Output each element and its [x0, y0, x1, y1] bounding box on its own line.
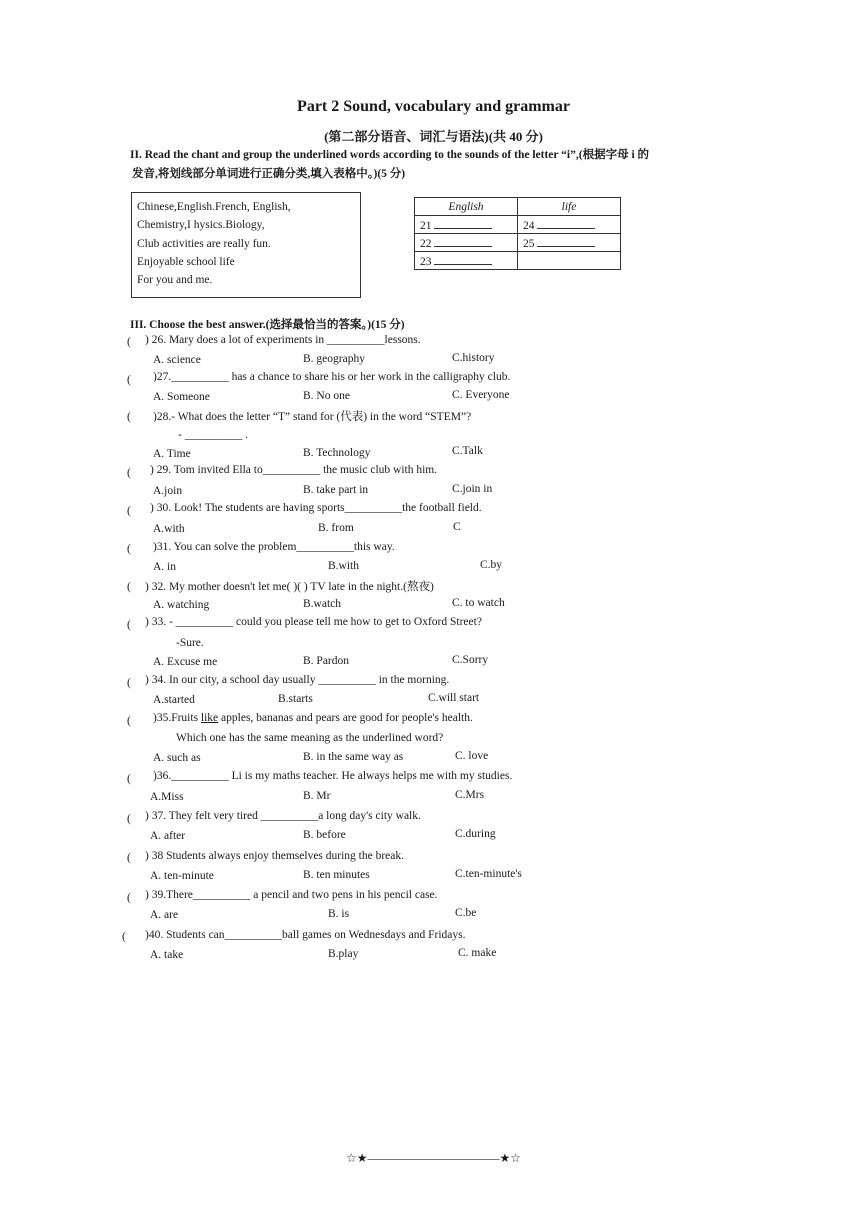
cell-number: 24 [523, 219, 535, 232]
chant-line: Chinese,English.French, English, [137, 201, 291, 213]
answer-cell[interactable] [415, 252, 518, 270]
question-text: ) 29. Tom invited Ella to__________ the music club with him. [150, 464, 438, 476]
option-a: A.started [153, 694, 195, 706]
question-text-post: apples, bananas and pears are good for people's health. [218, 712, 473, 724]
option-c: C. to watch [452, 597, 505, 609]
option-a: A. after [150, 830, 186, 842]
question-text: ) 39.There__________ a pencil and two pens in his pencil case. [145, 889, 438, 901]
option-b: B. ten minutes [303, 869, 370, 881]
answer-paren[interactable]: ( [127, 715, 131, 727]
answer-paren[interactable]: ( [127, 773, 131, 785]
chant-line: Enjoyable school life [137, 256, 235, 268]
option-a: A. take [150, 949, 184, 961]
chant-line: For you and me. [137, 274, 213, 286]
question-text: ) 37. They felt very tired __________a long day's city walk. [145, 810, 421, 822]
option-b: B.play [328, 948, 359, 960]
answer-paren[interactable]: ( [127, 619, 131, 631]
option-c: C.be [455, 907, 477, 919]
question-extra: Which one has the same meaning as the underlined word? [176, 732, 444, 744]
chant-line: Chemistry,I hysics.Biology, [137, 219, 265, 231]
option-c: C.history [452, 352, 495, 364]
question-text: ) 33. - __________ could you please tell me how to get to Oxford Street? [145, 616, 482, 628]
option-c: C.during [455, 828, 496, 840]
option-b: B. in the same way as [303, 751, 404, 763]
option-a: A.Miss [150, 791, 184, 803]
sound-group-table [414, 197, 621, 270]
option-b: B. before [303, 829, 346, 841]
question-text: )27.__________ has a chance to share his or her work in the calligraphy club. [153, 371, 511, 383]
option-b: B.starts [278, 693, 313, 705]
option-c: C.will start [428, 692, 480, 704]
option-c: C. love [455, 750, 489, 762]
answer-paren[interactable]: ( [127, 677, 131, 689]
answer-blank[interactable] [434, 218, 492, 229]
option-b: B.watch [303, 598, 342, 610]
question-text: ) 26. Mary does a lot of experiments in __________lessons. [145, 334, 421, 346]
table-header-english: English [415, 198, 518, 216]
option-a: A. watching [153, 599, 210, 611]
option-b: B. Pardon [303, 655, 349, 667]
question-extra: - __________ . [178, 429, 248, 441]
question-text: ) 38 Students always enjoy themselves during the break. [145, 850, 405, 862]
option-b: B.with [328, 560, 359, 572]
option-a: A. are [150, 909, 179, 921]
page-subtitle: (第二部分语音、词汇与语法)(共 40 分) [324, 129, 543, 144]
option-a: A. such as [153, 752, 201, 764]
answer-blank[interactable] [434, 254, 492, 265]
option-c: C. Everyone [452, 389, 510, 401]
option-b: B. Technology [303, 447, 371, 459]
page-title: Part 2 Sound, vocabulary and grammar [297, 98, 570, 115]
option-b: B. take part in [303, 484, 369, 496]
section2-instruction-line1: II. Read the chant and group the underlined words according to the sounds of the letter “i”,(根据字母 i 的 [130, 149, 650, 161]
option-a: A. ten-minute [150, 870, 214, 882]
section3-instruction: III. Choose the best answer.(选择最恰当的答案。)(15 分) [130, 319, 405, 331]
option-a: A. science [153, 354, 201, 366]
option-c: C [453, 521, 461, 533]
option-b: B. from [318, 522, 354, 534]
answer-paren[interactable]: ( [127, 374, 131, 386]
section2-instruction-line2: 发音,将划线部分单词进行正确分类,填入表格中。)(5 分) [132, 168, 406, 180]
question-text [153, 712, 473, 724]
option-a: A.join [153, 485, 183, 497]
question-extra: -Sure. [176, 637, 204, 649]
answer-cell[interactable] [518, 216, 621, 234]
option-b: B. No one [303, 390, 350, 402]
option-c: C. make [458, 947, 497, 959]
option-b: B. Mr [303, 790, 331, 802]
cell-number: 22 [420, 237, 432, 250]
option-b: B. is [328, 908, 350, 920]
answer-paren[interactable]: ( [127, 892, 131, 904]
answer-paren[interactable]: ( [127, 852, 131, 864]
cell-number: 21 [420, 219, 432, 232]
option-c: C.ten-minute's [455, 868, 522, 880]
answer-paren[interactable]: ( [127, 581, 131, 593]
option-c: C.Talk [452, 445, 483, 457]
footer-decoration: ☆★———————————★☆ [345, 1151, 522, 1165]
question-text: ) 30. Look! The students are having sports__________the football field. [150, 502, 482, 514]
answer-cell[interactable] [415, 234, 518, 252]
option-a: A. in [153, 561, 176, 573]
chant-line: Club activities are really fun. [137, 238, 271, 250]
option-c: C.Mrs [455, 789, 485, 801]
option-a: A. Someone [153, 391, 210, 403]
question-text: ) 34. In our city, a school day usually __________ in the morning. [145, 674, 450, 686]
option-b: B. geography [303, 353, 365, 365]
question-text: )28.- What does the letter “T” stand for (代表) in the word “STEM”? [153, 411, 472, 423]
answer-blank[interactable] [537, 218, 595, 229]
option-c: C.join in [452, 483, 493, 495]
cell-number: 23 [420, 255, 432, 268]
question-text: )36.__________ Li is my maths teacher. He always helps me with my studies. [153, 770, 513, 782]
answer-paren[interactable]: ( [122, 931, 126, 943]
question-text: )31. You can solve the problem__________this way. [153, 541, 395, 553]
answer-paren[interactable]: ( [127, 543, 131, 555]
answer-cell[interactable] [415, 216, 518, 234]
answer-paren[interactable]: ( [127, 467, 131, 479]
option-a: A. Excuse me [153, 656, 218, 668]
answer-blank[interactable] [537, 236, 595, 247]
table-header-life: life [518, 198, 621, 216]
option-c: C.Sorry [452, 654, 489, 666]
question-text: )40. Students can__________ball games on Wednesdays and Fridays. [145, 929, 466, 941]
answer-paren[interactable]: ( [127, 411, 131, 423]
option-a: A. Time [153, 448, 191, 460]
answer-blank[interactable] [434, 236, 492, 247]
answer-paren[interactable]: ( [127, 336, 131, 348]
option-c: C.by [480, 559, 503, 571]
answer-cell-empty [518, 252, 621, 270]
question-text-pre: )35.Fruits [153, 712, 201, 724]
underlined-word: like [200, 712, 219, 724]
question-text: ) 32. My mother doesn't let me( )( ) TV late in the night.(熬夜) [145, 581, 434, 593]
answer-cell[interactable] [518, 234, 621, 252]
option-a: A.with [153, 523, 185, 535]
answer-paren[interactable]: ( [127, 813, 131, 825]
cell-number: 25 [523, 237, 535, 250]
answer-paren[interactable]: ( [127, 505, 131, 517]
section2-instruction [130, 146, 649, 184]
